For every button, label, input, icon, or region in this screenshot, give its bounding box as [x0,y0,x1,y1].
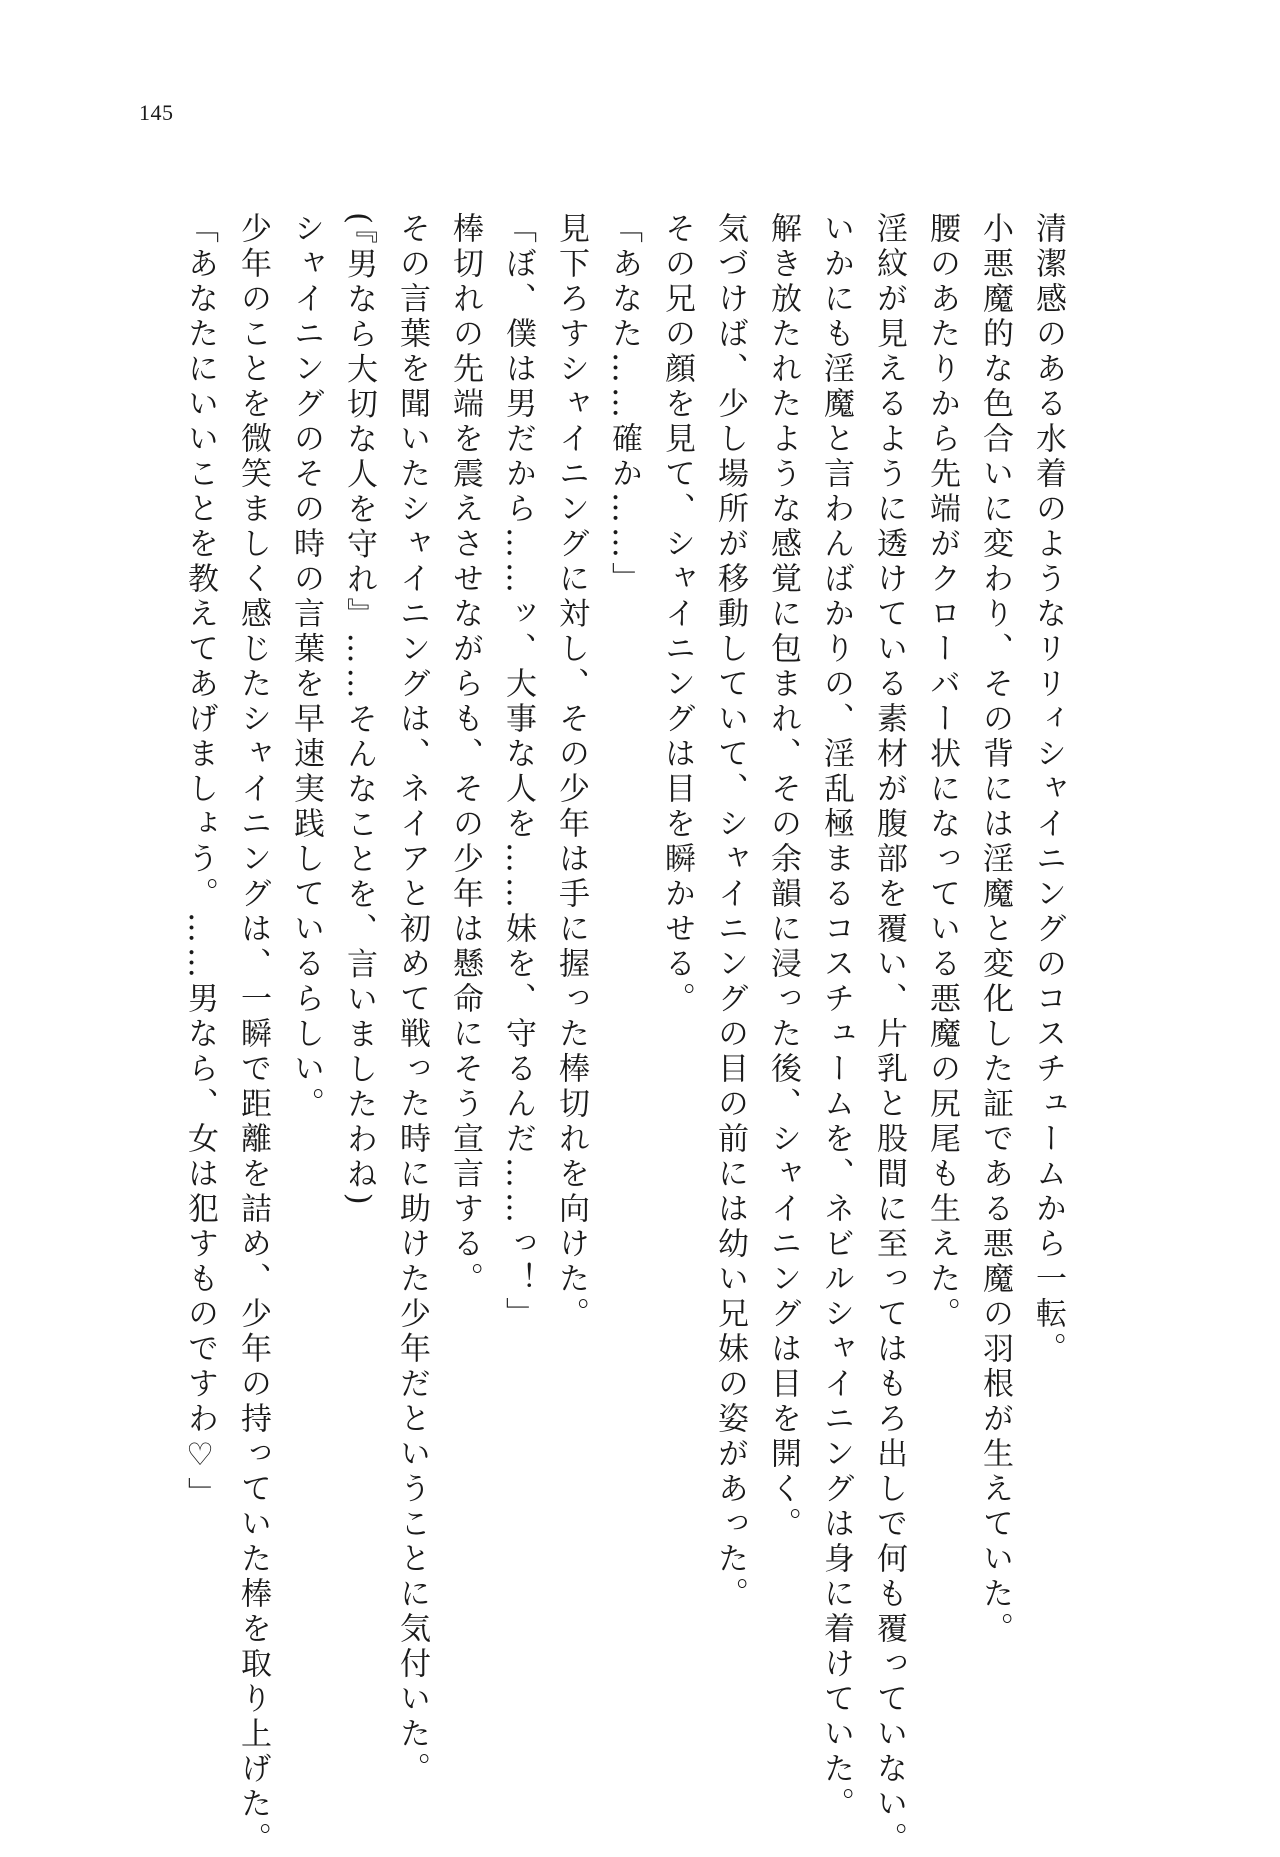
text-line: 「あなたにいいことを教えてあげましょう。……男なら、女は犯すものですわ♡」 [182,212,218,1512]
text-line: シャイニングのその時の言葉を早速実践しているらしい。 [288,212,324,1122]
text-line: 腰のあたりから先端がクローバー状になっている悪魔の尻尾も生えた。 [924,212,960,1332]
page-number: 145 [139,100,174,125]
text-line: 小悪魔的な色合いに変わり、その背には淫魔と変化した証である悪魔の羽根が生えていた。 [977,212,1013,1647]
text-line: 少年のことを微笑ましく感じたシャイニングは、一瞬で距離を詰め、少年の持っていた棒を取り上げた。 [235,212,271,1857]
text-line: 見下ろすシャイニングに対し、その少年は手に握った棒切れを向けた。 [553,212,589,1332]
text-line: 「あなた……確か……」 [606,212,642,597]
body-text [173,212,1074,1857]
text-line: 淫紋が見えるように透けている素材が腹部を覆い、片乳と股間に至ってはもろ出しで何も覆っていない。 [871,212,907,1857]
text-line: 「ぼ、僕は男だから……ッ、大事な人を……妹を、守るんだ……っ！」 [500,212,536,1332]
text-line: (『男なら大切な人を守れ』……そんなことを、言いましたわね) [341,212,377,1209]
text-line: 気づけば、少し場所が移動していて、シャイニングの目の前には幼い兄妹の姿があった。 [712,212,748,1612]
text-line: いかにも淫魔と言わんばかりの、淫乱極まるコスチュームを、ネビルシャイニングは身に着けていた。 [818,212,854,1822]
text-line: 解き放たれたような感覚に包まれ、その余韻に浸った後、シャイニングは目を開く。 [765,212,801,1542]
text-line: 清潔感のある水着のようなリリィシャイニングのコスチュームから一転。 [1030,212,1066,1367]
text-line: その兄の顔を見て、シャイニングは目を瞬かせる。 [659,212,695,1017]
text-line: 棒切れの先端を震えさせながらも、その少年は懸命にそう宣言する。 [447,212,483,1297]
text-line: その言葉を聞いたシャイニングは、ネイアと初めて戦った時に助けた少年だということに気付いた。 [394,212,430,1787]
